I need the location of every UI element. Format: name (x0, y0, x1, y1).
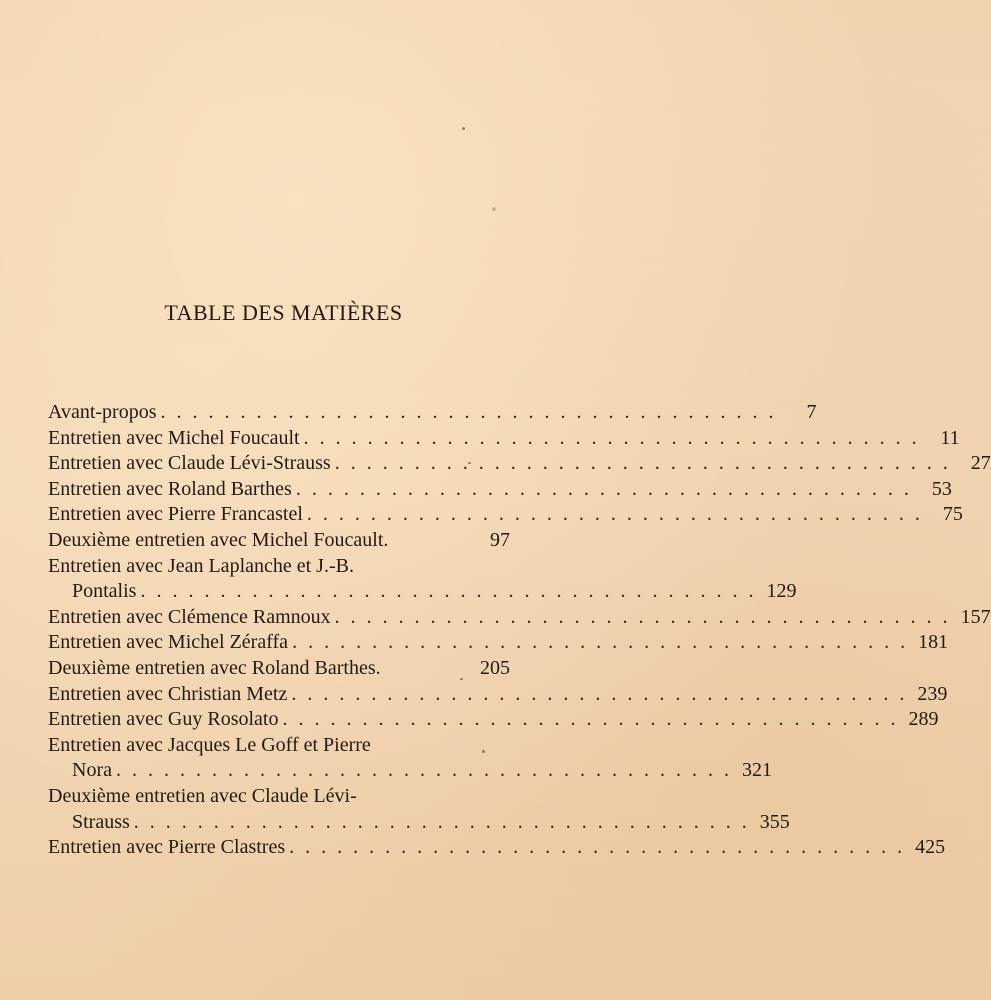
toc-entry-page: 239 (917, 682, 948, 705)
toc-entry-title: Entretien avec Claude Lévi-Strauss (48, 452, 331, 475)
toc-entry-page: 129 (766, 580, 797, 603)
toc-entry-title: Entretien avec Clémence Ramnoux (48, 605, 331, 628)
toc-entry (48, 707, 939, 733)
toc-entry-title: Deuxième entretien avec Claude Lévi- (48, 784, 357, 807)
dot-leader: . . . . . . . . . . . . . . . . . . . . . . . . . . . . . . . . . . . . . . . (115, 759, 732, 782)
toc-entry-title-continuation: Nora (72, 759, 112, 782)
page-title: TABLE DES MATIÈRES (164, 300, 403, 325)
toc-entry (48, 426, 960, 452)
dot-leader: . . . . . . . . . . . . . . . . . . . . . . . . . . . . . . . . . . . . . . . (140, 580, 757, 603)
dot-leader: . . . . . . . . . . . . . . . . . . . . . . . . . . . . . . . . . . . . . . . (160, 401, 777, 423)
toc-entry-title: Entretien avec Christian Metz (48, 682, 288, 705)
toc-entry-page: 157 (960, 605, 991, 628)
toc-entry-title: Entretien avec Jacques Le Goff et Pierre (48, 733, 371, 756)
toc-entry (48, 528, 510, 554)
toc-entry-continuation (48, 758, 772, 784)
toc-entry-title: Entretien avec Pierre Clastres (48, 836, 286, 859)
toc-entry-title: Deuxième entretien avec Michel Foucault. (48, 528, 389, 551)
paper-speck (462, 127, 465, 130)
dot-leader: . . . . . . . . . . . . . . . . . . . . . . . . . . . . . . . . . . . . . . . (282, 708, 899, 731)
toc-entry (48, 835, 946, 861)
toc-entry (48, 682, 948, 708)
toc-entry (48, 451, 991, 477)
dot-leader: . . . . . . . . . . . . . . . . . . . . . . . . . . . . . . . . . . . . . . . (303, 426, 920, 449)
toc-entry-title: Avant-propos (48, 401, 157, 423)
dot-leader: . . . . . . . . . . . . . . . . . . . . . . . . . . . . . . . . . . . . . . . (133, 810, 750, 833)
toc-entry (48, 477, 952, 503)
toc-entry-page: 75 (942, 503, 963, 526)
dot-leader: . . . . . . . . . . . . . . . . . . . . . . . . . . . . . . . . . . . . . . . (295, 477, 912, 500)
toc-entry-title: Entretien avec Guy Rosolato (48, 708, 279, 731)
toc-entry (48, 656, 510, 682)
toc-entry-page: 355 (759, 810, 790, 833)
toc-entry-page: 289 (908, 708, 939, 731)
toc-entry-continuation (48, 810, 790, 836)
dot-leader: . . . . . . . . . . . . . . . . . . . . . . . . . . . . . . . . . . . . . . . (291, 682, 908, 705)
dot-leader: . . . . . . . . . . . . . . . . . . . . . . . . . . . . . . . . . . . . . . . (334, 452, 951, 475)
toc-entry-page: 11 (940, 426, 960, 449)
toc-entry-page: 53 (931, 477, 952, 500)
table-of-contents (48, 400, 991, 861)
dot-leader: . . . . . . . . . . . . . . . . . . . . . . . . . . . . . . . . . . . . . . . (306, 503, 923, 526)
toc-entry-page: 321 (741, 759, 772, 782)
toc-entry-title-continuation: Pontalis (72, 580, 137, 603)
toc-entry-continuation (48, 579, 797, 605)
toc-entry (48, 554, 510, 580)
toc-entry (48, 400, 817, 426)
toc-entry (48, 784, 510, 810)
toc-entry-page: 205 (480, 656, 510, 679)
toc-entry-title: Deuxième entretien avec Roland Barthes. (48, 656, 381, 679)
toc-entry (48, 605, 991, 631)
toc-entry-title: Entretien avec Michel Zéraffa (48, 631, 289, 654)
paper-speck (492, 207, 496, 211)
toc-entry-title-continuation: Strauss (72, 810, 130, 833)
toc-entry-title: Entretien avec Michel Foucault (48, 426, 300, 449)
dot-leader: . . . . . . . . . . . . . . . . . . . . . . . . . . . . . . . . . . . . . . . (292, 631, 909, 654)
toc-entry-title: Entretien avec Roland Barthes (48, 477, 292, 500)
toc-entry-page: 7 (806, 401, 817, 423)
toc-entry-page: 425 (915, 836, 946, 859)
toc-entry-title: Entretien avec Jean Laplanche et J.-B. (48, 554, 354, 577)
toc-entry (48, 733, 510, 759)
toc-entry (48, 630, 949, 656)
toc-entry-title: Entretien avec Pierre Francastel (48, 503, 303, 526)
toc-entry (48, 502, 963, 528)
toc-entry-page: 97 (490, 528, 510, 551)
dot-leader: . . . . . . . . . . . . . . . . . . . . . . . . . . . . . . . . . . . . . . . (289, 836, 906, 859)
dot-leader: . . . . . . . . . . . . . . . . . . . . . . . . . . . . . . . . . . . . . . . (334, 605, 951, 628)
toc-entry-page: 27 (970, 452, 991, 475)
toc-entry-page: 181 (918, 631, 949, 654)
